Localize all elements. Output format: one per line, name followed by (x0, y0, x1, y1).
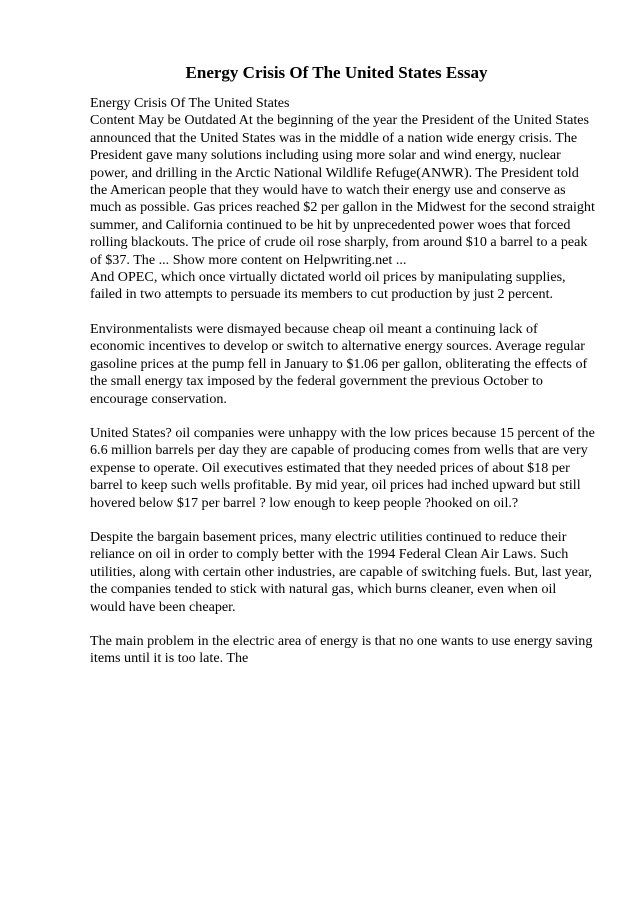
body-paragraph: And OPEC, which once virtually dictated world oil prices by manipulating supplies, failed in two attempts to persuade its members to cut production by just 2 percent. (90, 269, 566, 303)
body-paragraph: Despite the bargain basement prices, many electric utilities continued to reduce their reliance on oil in order to comply better with the 1994 Federal Clean Air Laws. Such utilities, along with certain other industries, are capable of switching fuels. But, last year, the companies tended to stick with natural gas, which burns cleaner, even when oil would have been cheaper. (90, 528, 592, 615)
document-title: Energy Crisis Of The United States Essay (185, 63, 488, 82)
body-paragraph: Environmentalists were dismayed because cheap oil meant a continuing lack of economic incentives to develop or switch to alternative energy sources. Average regular gasoline prices at the pump fell in January to $1.06 per gallon, obliterating the effects of the small energy tax imposed by the federal government the previous October to encourage conservation. (90, 320, 588, 407)
body-paragraph: United States? oil companies were unhappy with the low prices because 15 percent of the 6.6 million barrels per day they are capable of producing comes from wells that are very expense to operate. Oil executives estimated that they needed prices of about $18 per barrel to keep such wells profitable. By mid year, oil prices had inched upward but still hovered below $17 per barrel ? low enough to keep people ?hooked on oil.? (90, 424, 595, 511)
document-subtitle: Energy Crisis Of The United States (90, 95, 290, 111)
intro-paragraph: Content May be Outdated At the beginning of the year the President of the United States announced that the United States was in the middle of a nation wide energy crisis. The President gave many solutions including using more solar and wind energy, nuclear power, and drilling in the Arctic National Wildlife Refuge(ANWR). The President told the American people that they would have to watch their energy use and conserve as much as possible. Gas prices reached $2 per gallon in the Midwest for the second straight summer, and California continued to be hit by unprecedented power woes that forced rolling blackouts. The price of crude oil rose sharply, from around $10 a barrel to a peak of $37. The ... Show more content on Helpwriting.net ... (90, 112, 595, 268)
body-paragraph: The main problem in the electric area of energy is that no one wants to use energy saving items until it is too late. The (90, 632, 593, 667)
document-page (90, 62, 595, 685)
